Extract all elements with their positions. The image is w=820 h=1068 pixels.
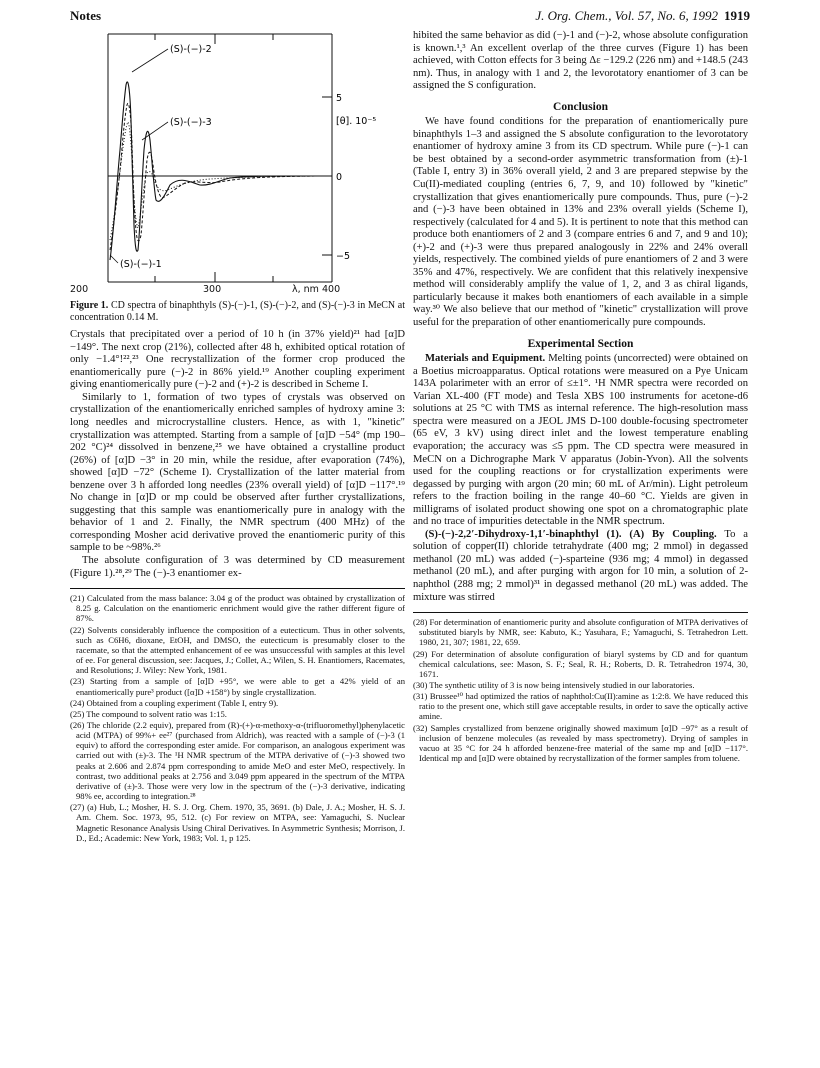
footnote: (26) The chloride (2.2 equiv), prepared from (R)-(+)-α-methoxy-α-(trifluoromethyl)phenylacetic acid (MTPA) of 99%+ ee²⁷ (purchased from Aldrich), was reacted with a sample of (−)-3 (1 equiv) to afford the corresponding ester amide. For comparison, an analogous experiment was carried out with (±)-3. The ¹H NMR spectrum of the MTPA derivative of (−)-3 showed two peaks at 2.606 and 2.874 ppm corresponding to amide MeO and ester MeO, respectively. In contrast, two additional peaks at 2.756 and 3.049 ppm appeared in the spectrum of the MTPA derivative of (±)-3. Those were very low in the spectrum of the (−)-3 derivative, indicating 98% ee, according to integration.²⁸ (70, 720, 405, 802)
footnote-rule (413, 612, 748, 613)
footnote: (23) Starting from a sample of [α]D +95°, we were able to get a 42% yield of an enantiomerically pure³ product ([α]D +158°) by single crystallization. (70, 676, 405, 697)
conclusion-heading: Conclusion (553, 100, 608, 113)
cd-spectrum-plot (70, 30, 405, 290)
leader-line-2 (132, 49, 168, 72)
curve-label-2: (S)-(−)-2 (170, 44, 212, 55)
curve-label-1: (S)-(−)-1 (120, 259, 162, 270)
caption-text: CD spectra of binaphthyls (S)-(−)-1, (S)-(−)-2, and (S)-(−)-3 in MeCN at concentration 0.14 M. (70, 300, 405, 323)
footnote: (30) The synthetic utility of 3 is now being intensively studied in our laboratories. (413, 680, 695, 690)
body-paragraph: Similarly to 1, formation of two types of crystals was observed on crystallization of the enantiomerically enriched samples of hydroxy amine 3: long needles and microcrystalline clusters. Hence, as with 1, "kinetic" crystallization was attempted. Starting from a sample of [α]D −54° (mp 190–202 °C)²⁴ dissolved in benzene,²⁵ we have obtained a crystalline product (26%) of [α]D −3° in 20 min, while the residue, after evaporation (74%), showed [α]D −72° (Scheme I). Crystallization of the latter material from benzene over 3 h afforded long needles (23% overall yield) of [α]D −117°.¹⁹ No change in [α]D or mp could be observed after further crystallizations, suggesting that this sample was enantiomerically pure in analogy with the behavior of 1 and 2. Finally, the NMR spectrum (400 MHz) of the corresponding Mosher acid derivative proved the enantiomeric purity of this sample to be ~98%.²⁶ (70, 391, 405, 554)
footnote: (31) Brussee¹⁰ had optimized the ratios of naphthol:Cu(II):amine as 1:2:8. We have reduced this ratio to the present one, which still gave acceptable results, in order to save the optically active amine. (413, 691, 748, 722)
footnote-rule (70, 588, 405, 589)
synthesis-text: To a solution of copper(II) chloride tetrahydrate (400 mg; 2 mmol) in degassed methanol (20 mL) was added (−)-sparteine (936 mg; 4 mmol) in degassed methanol (20 mL), and after purging with argon for 10 min, a solution of 2-naphthol (288 mg; 2 mmol)³¹ in degassed methanol (20 mL) was added. The mixture was stirred (413, 528, 748, 603)
y-axis-label: [θ]. 10⁻⁵ (336, 116, 377, 127)
conclusion-paragraph: We have found conditions for the preparation of enantiomerically pure binaphthyls 1–3 and assigned the S absolute configuration to the levorotatory enantiomer of hydroxy amine 3 from its CD spectrum. While pure (−)-1 can be best obtained by a second-order asymmetric transformation from (±)-1 (Table I, entry 3) in 36% overall yield, 2 and 3 are prepared stepwise by the Cu(II)-mediated coupling (entries 6, 7, 9, and 10) followed by "kinetic" crystallization that gives enantiomerically pure compounds. Thus, pure (−)-2 and (−)-3 have been obtained in 13% and 23% overall yields (Scheme I), respectively (calculated for 4 and 5). It is pertinent to note that this method can produce both enantiomers of 2 and 3 (compare entries 6 and 7, and 9 and 10); (+)-2 and (+)-3 were thus prepared analogously in 22% and 24% overall yields, respectively. The combined yields of pure enantiomers of 2 and 3 were 35% and 47%, respectively. We are confident that this relatively inexpensive method will considerably amplify the value of 1, 2, and 3 as chiral ligands, particularly because it makes both enantiomers of each available in a simple way.³⁰ We also believe that our method of "kinetic" crystallization will prove useful for the preparation of other enantiomerically pure compounds. (413, 116, 748, 329)
y-tick-label-5: 5 (336, 93, 343, 104)
materials-runhead: Materials and Equipment. (425, 353, 546, 365)
body-paragraph: The absolute configuration of 3 was determined by CD measurement (Figure 1).²⁸,²⁹ The (−)-3 enantiomer ex- (70, 555, 405, 579)
figure-caption (70, 300, 405, 323)
materials-paragraph (413, 353, 748, 529)
footnote: (28) For determination of enantiomeric purity and absolute configuration of MTPA derivatives of substituted biaryls by NMR, see: Kabuto, K.; Yasuhara, F.; Yamaguchi, S. Tetrahedron Lett. 1980, 21, 307; 1981, 22, 659. (413, 617, 748, 648)
footnote: (27) (a) Hub, L.; Mosher, H. S. J. Org. Chem. 1970, 35, 3691. (b) Dale, J. A.; Mosher, H. S. J. Am. Chem. Soc. 1973, 95, 512. (c) For review on MTPA, see: Yamaguchi, S. Nuclear Magnetic Resonance Analysis Using Chiral Derivatives. In Asymmetric Synthesis; Morrison, J. D., Ed.; Academic: New York, 1983; Vol. 1, p 125. (70, 802, 405, 843)
synthesis-runhead: (S)-(−)-2,2′-Dihydroxy-1,1′-binaphthyl (1). (A) By Coupling. (425, 528, 717, 540)
curve-label-3: (S)-(−)-3 (170, 117, 212, 128)
leader-line-1 (110, 255, 118, 263)
x-axis-label: λ, nm (292, 284, 319, 295)
x-tick-label-300: 300 (203, 284, 222, 295)
leader-line-3 (142, 122, 168, 140)
page-header (70, 8, 750, 26)
right-column (413, 30, 748, 764)
left-column (70, 30, 405, 844)
x-tick-label-400: 400 (322, 284, 341, 295)
body-paragraph: Crystals that precipitated over a period of 10 h (in 37% yield)²¹ had [α]D −149°. The next crop (21%), collected after 48 h, exhibited optical rotation of only −1.4°!²²,²³ One recrystallization of the former crop produced the enantiomerically pure (−)-2 in 86% yield.¹⁹ Another coupling experiment giving enantiomerically pure (−)-2 and (+)-2 is described in Scheme I. (70, 329, 405, 391)
footnote: (25) The compound to solvent ratio was 1:15. (70, 708, 227, 719)
synthesis-paragraph (413, 529, 748, 604)
cd-curve-compound-3 (110, 103, 332, 250)
cd-curve-compound-2 (110, 82, 332, 260)
footnote: (29) For determination of absolute configuration of biaryl systems by CD and for quantum chemical calculations, see: Mason, S. F.; Seal, R. H.; Roberts, D. R. Tetrahedron 1974, 30, 1671. (413, 648, 748, 679)
experimental-heading: Experimental Section (527, 337, 634, 350)
y-tick-label-0: 0 (336, 172, 343, 183)
footnote: (22) Solvents considerably influence the composition of a eutecticum. Thus in other solvents, such as C6H6, dioxane, EtOH, and DMSO, the eutecticum is presumably closer to the racemate, so that the attempted enhancement of ee was unsuccessful with samples at this level of ee. For general discussion, see: Jacques, J.; Collet, A.; Wilen, S. H. Enantiomers, Racemates, and Resolutions; J. Wiley: New York, 1981. (70, 624, 405, 676)
page-number: 1919 (724, 8, 750, 23)
footnote: (24) Obtained from a coupling experiment (Table I, entry 9). (70, 697, 279, 708)
section-label: Notes (70, 8, 102, 23)
caption-label: Figure 1. (70, 300, 109, 311)
x-tick-label-200: 200 (70, 284, 89, 295)
journal-citation (535, 8, 750, 24)
cd-spectrum-figure (70, 30, 405, 295)
footnote: (21) Calculated from the mass balance: 3.04 g of the product was obtained by crystallization of 8.25 g. Calculation on the enantiomeric enrichment would give the rather different figure of 87%. (70, 593, 405, 624)
y-tick-label-neg5: −5 (336, 251, 351, 262)
journal-name: J. Org. Chem., Vol. 57, No. 6, 1992 (535, 8, 718, 23)
footnote: (32) Samples crystallized from benzene originally showed maximum [α]D −97° as a result of inclusion of benzene molecules (as revealed by mass spectrometry). Drying of samples in vacuo at 35 °C for 24 h afforded benzene-free material of the same mp and [α]D −117°. Identical mp and [α]D were obtained by recrystallization of the former samples from toluene. (413, 722, 748, 764)
body-paragraph: hibited the same behavior as did (−)-1 and (−)-2, whose absolute configuration is known.¹,³ An excellent overlap of the three curves (Figure 1) has been achieved, with Cotton effects for 3 being Δε −129.2 (226 nm) and +148.5 (243 nm). Thus, in analogy with 1 and 2, the levorotatory enantiomer of 3 can be assigned the S configuration. (413, 30, 748, 92)
materials-text: Melting points (uncorrected) were obtained on a Boetius microapparatus. Optical rotations were measured on a Pye Unicam 143A polarimeter with an error of ≤±1°. ¹H NMR spectra were recorded on Varian XL-400 (FT mode) and Tesla XBS 100 instruments for acetone-d6 solutions at 25 °C with TMS as internal reference. The high-resolution mass spectra were measured on a JEOL JMS D-100 double-focusing spectrometer (65 eV, 3 kV) using direct inlet and the lowest temperature enabling evaporation; the accuracy was ≤5 ppm. The CD spectra were measured in MeCN on a Dichrographe Mark V apparatus (Jobin-Yvon). All the solvents used for the coupling reactions or for crystallization experiments were degassed by purging with argon (20 min; 60 mL of Ar/min). Light petroleum refers to the fraction boiling in the range 40–60 °C. Yields are given in milligrams of isolated product showing one spot on a chromatographic plate and no trace of impurities detectable in the NMR spectrum. (413, 353, 748, 528)
x-axis-labels (70, 284, 405, 298)
